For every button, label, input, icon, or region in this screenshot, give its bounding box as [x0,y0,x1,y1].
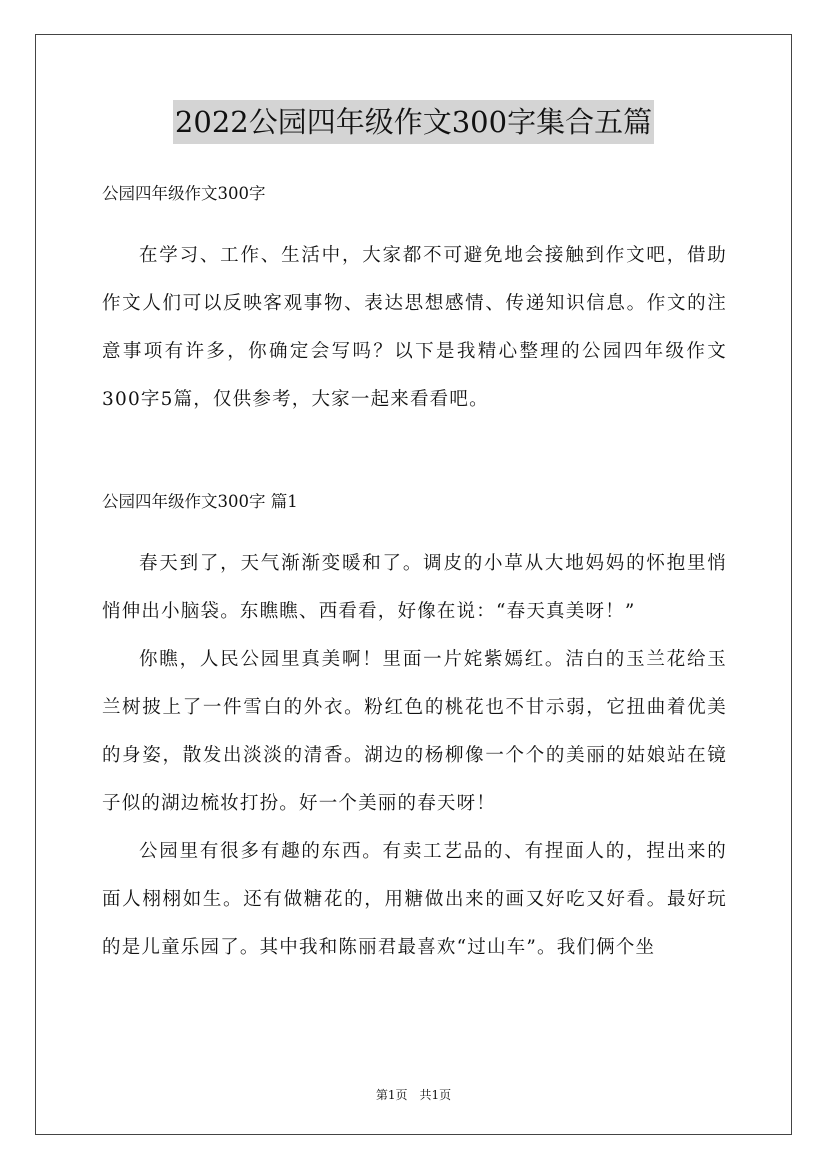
document-body [102,174,727,972]
article-heading: 公园四年级作文300字 篇1 [102,492,298,511]
title-container [0,100,827,144]
spacer [102,522,727,540]
spacer [102,424,727,482]
spacer [102,214,727,232]
body-paragraph-1: 春天到了，天气渐渐变暖和了。调皮的小草从大地妈妈的怀抱里悄悄伸出小脑袋。东瞧瞧、西看看，好像在说：“春天真美呀！” [102,553,727,622]
intro-paragraph: 在学习、工作、生活中，大家都不可避免地会接触到作文吧，借助作文人们可以反映客观事物、表达思想感情、传递知识信息。作文的注意事项有许多，你确定会写吗？以下是我精心整理的公园四年级作文300字5篇，仅供参考，大家一起来看看吧。 [102,245,727,410]
body-paragraph-3: 公园里有很多有趣的东西。有卖工艺品的、有捏面人的，捏出来的面人栩栩如生。还有做糖花的，用糖做出来的画又好吃又好看。最好玩的是儿童乐园了。其中我和陈丽君最喜欢“过山车”。我们俩个坐 [102,841,727,958]
body-paragraph-2: 你瞧，人民公园里真美啊！里面一片姹紫嫣红。洁白的玉兰花给玉兰树披上了一件雪白的外衣。粉红色的桃花也不甘示弱，它扭曲着优美的身姿，散发出淡淡的清香。湖边的杨柳像一个个的美丽的姑娘站在镜子似的湖边梳妆打扮。好一个美丽的春天呀！ [102,649,727,814]
section-heading: 公园四年级作文300字 [102,184,266,203]
document-title: 2022公园四年级作文300字集合五篇 [173,100,654,144]
page-footer: 第1页 共1页 [375,1088,452,1102]
